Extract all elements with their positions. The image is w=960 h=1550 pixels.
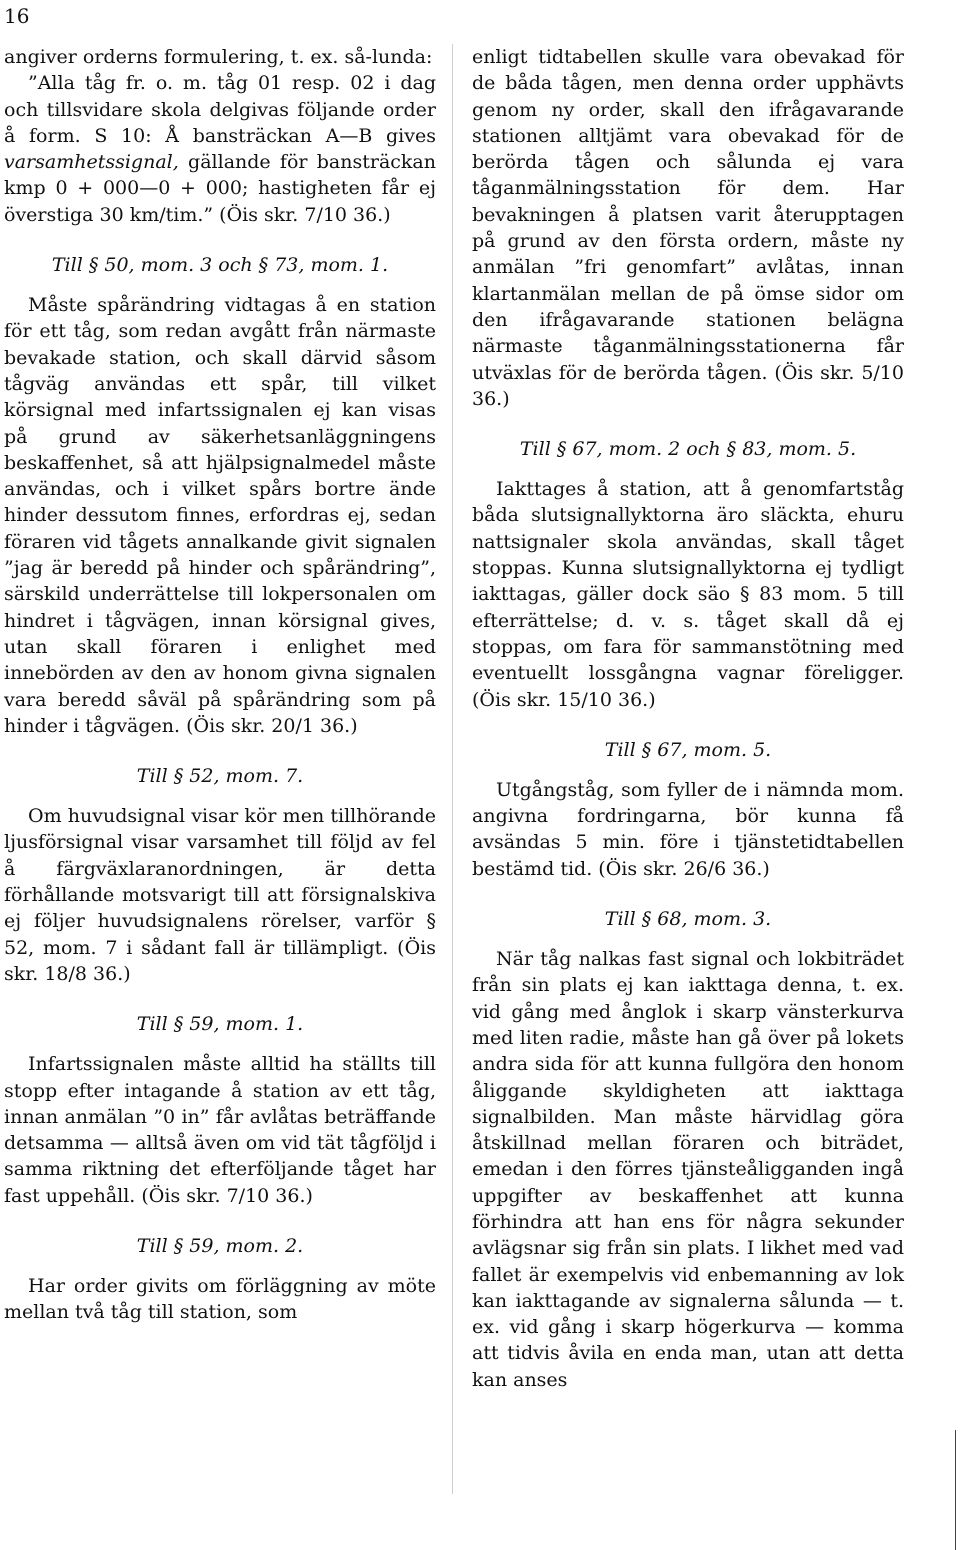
paragraph: När tåg nalkas fast signal och lokbiträdet från sin plats ej kan iakttaga denna, t. ex. vid gång med ånglok i skarp vänsterkurva med liten radie, måste han gå över på lokets andra sida för att kunna fullgöra den honom åliggande skyldigheten att iakttaga signalbilden. Man måste härvidlag göra åtskillnad mellan föraren och biträdet, emedan i den förres tjänsteåligganden ingå uppgifter av beskaffenhet att kunna förhindra att han ens för några sekunder avlägsnar sig från sin plats. I likhet med vad fallet är exempelvis vid enbemanning av lok kan iakttagande av signalerna sålunda — t. ex. vid gång i skarp högerkurva — komma att tidvis åvila en enda man, utan att detta kan anses xyxy=(472,948,904,1391)
section-heading: Till § 67, mom. 2 och § 83, mom. 5. xyxy=(519,438,857,461)
emphasis-text: varsamhetssignal, xyxy=(4,151,179,174)
column-divider xyxy=(452,44,453,1494)
section-heading: Till § 59, mom. 2. xyxy=(136,1234,304,1257)
section-heading: Till § 68, mom. 3. xyxy=(604,908,772,931)
paragraph: Måste spårändring vidtagas å en station för ett tåg, som redan avgått från närmaste bevakade station, och skall därvid såsom tågväg användas ett spår, till vilket körsignal med infartssignalen ej kan visas på grund av säkerhetsanläggningens beskaffenhet, så att hjälpsignalmedel måste användas, och i vilket spårs bortre ände hinder dessutom finnes, erfordras ej, sedan föraren vid tågets annalkande givit signalen ”jag är beredd på hinder och spårändring”, särskild underrättelse till lokpersonalen om hindret i tågvägen, innan körsignal gives, utan skall föraren i enlighet med innebörden av den av honom givna signalen vara beredd såväl på spårändring som på hinder i tågvägen. (Öis skr. 20/1 36.) xyxy=(4,294,436,737)
paragraph: Utgångståg, som fyller de i nämnda mom. angivna fordringarna, bör kunna få avsändas 5 min. före i tjänstetidtabellen bestämd tid. (Öis skr. 26/6 36.) xyxy=(472,778,904,880)
paragraph-quote xyxy=(4,70,436,228)
text-span: ”Alla tåg fr. o. m. tåg 01 resp. 02 i dag och tillsvidare skola delgivas följande order å form. S 10: Å bansträckan A—B gives xyxy=(4,72,436,147)
text-span: gällande för bansträckan kmp 0 + 000—0 + 000; hastigheten får ej överstiga 30 km/tim.” (Öis skr. 7/10 36.) xyxy=(4,151,436,226)
paragraph: Har order givits om förläggning av möte mellan två tåg till station, som xyxy=(4,1274,436,1324)
page-edge-mark xyxy=(955,1430,956,1550)
paragraph: Infartssignalen måste alltid ha ställts till stopp efter intagande å station av ett tåg, innan anmälan ”0 in” får avlåtas beträffande detsamma — alltså även om vid tät tågföljd i samma riktning det efterföljande tåget har fast uppehåll. (Öis skr. 7/10 36.) xyxy=(4,1053,436,1207)
paragraph: enligt tidtabellen skulle vara obevakad för de båda tågen, men denna order upphävts genom ny order, skall den ifrågavarande stationen alltjämt vara obevakad för de berörda tågen och sålunda ej vara tåganmälningsstation för dem. Har bevakningen å platsen varit återupptagen på grund av den första ordern, måste ny anmälan ”fri genomfart” avlåtas, innan klartanmälan mellan de på ömse sidor om den ifrågavarande stationen belägna närmaste tåganmälningsstationerna får utväxlas för de berörda tågen. (Öis skr. 5/10 36.) xyxy=(472,46,904,410)
paragraph: Iakttages å station, att å genomfartståg båda slutsignallyktorna äro släckta, ehuru nattsignaler skola användas, skall tåget stoppas. Kunna slutsignallyktorna ej tydligt iakttagas, gäller dock säo § 83 mom. 5 till efterrättelse; d. v. s. tåget skall då ej stoppas, om fara för sammanstötning med eventuellt lossgångna vagnar föreligger. (Öis skr. 15/10 36.) xyxy=(472,478,904,711)
page-number: 16 xyxy=(4,4,30,28)
section-heading: Till § 50, mom. 3 och § 73, mom. 1. xyxy=(51,254,389,277)
paragraph: angiver orderns formulering, t. ex. så-lunda: xyxy=(4,46,433,68)
right-column xyxy=(472,44,904,1393)
section-heading: Till § 67, mom. 5. xyxy=(604,738,772,761)
left-column xyxy=(4,44,436,1326)
section-heading: Till § 52, mom. 7. xyxy=(136,765,304,788)
section-heading: Till § 59, mom. 1. xyxy=(136,1013,304,1036)
paragraph: Om huvudsignal visar kör men tillhörande ljusförsignal visar varsamhet till följd av fel å färgväxlaranordningen, är detta förhållande motsvarigt till att försignalskiva ej följer huvudsignalens rörelser, varför § 52, mom. 7 i sådant fall är tillämpligt. (Öis skr. 18/8 36.) xyxy=(4,805,436,985)
